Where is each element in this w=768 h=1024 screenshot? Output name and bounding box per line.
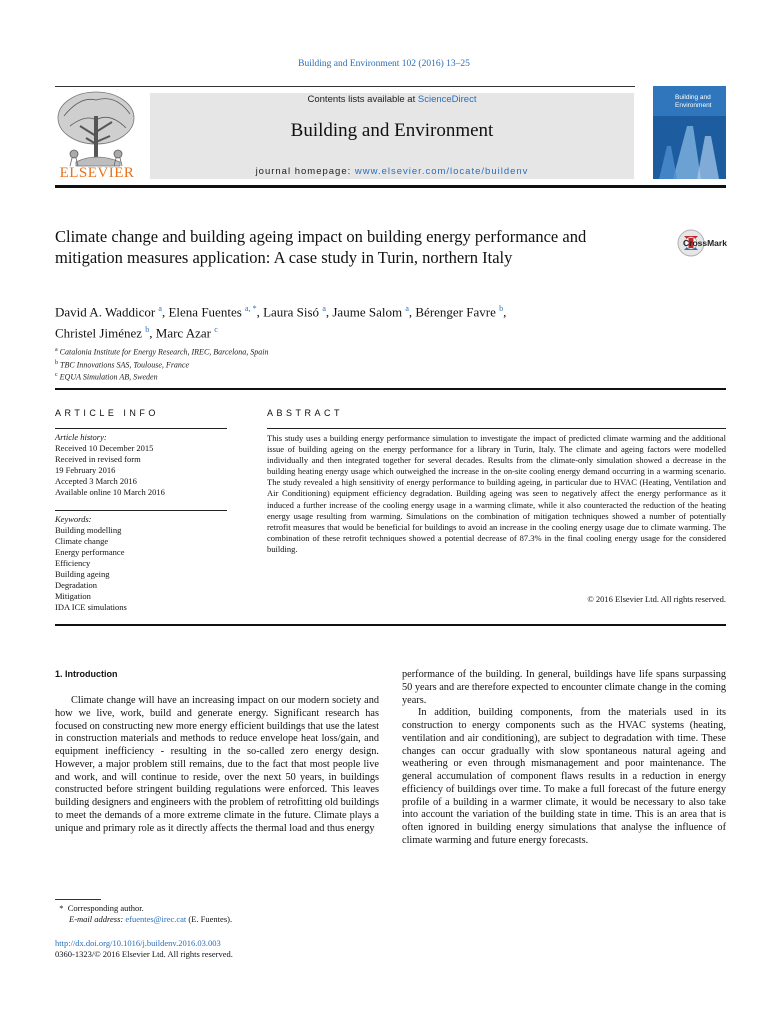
header-bottom-rule xyxy=(55,185,726,188)
journal-cover-image[interactable] xyxy=(653,86,726,179)
section-heading-introduction: 1. Introduction xyxy=(55,669,118,679)
author-separator: , xyxy=(325,304,333,320)
author-name[interactable]: Jaume Salom xyxy=(332,304,403,320)
author-affiliation-mark[interactable]: a xyxy=(158,304,162,313)
journal-homepage-line xyxy=(150,166,634,177)
crossmark-label[interactable]: CrossMark xyxy=(683,238,727,248)
section-rule xyxy=(55,388,726,390)
article-title: Climate change and building ageing impact on building energy performance and mitigation measures application: A case study in Turin, northern Italy xyxy=(55,227,587,267)
contents-prefix: Contents lists available at xyxy=(307,94,418,105)
history-entry: Accepted 3 March 2016 xyxy=(55,476,137,486)
journal-title[interactable]: Building and Environment xyxy=(290,120,494,141)
author-name[interactable]: Marc Azar xyxy=(155,325,211,341)
footnote-mark: * xyxy=(59,903,64,913)
body-paragraph: Climate change will have an increasing impact on our modern society and how we live, work, build and generate energy. Significant research has focused on constructing new more energy efficient buildings that use the latest in construction materials and methods to reduce envelope heat loss/gain, and equipment inefficiency - resulting in the so-called zero energy design. However, a major problem still remains, due to the fact that most people live and work, and will continue to reside, over the next 50 years, in buildings constructed before stringent building regulations were enforced. This leaves building designers and engineers with the problem of retrofitting old buildings to meet the demands of a more extreme climate in the future. Climate plays a unique and primary role as it directly affects the thermal load and thus energy xyxy=(55,695,379,834)
affiliation-mark: c xyxy=(55,372,58,379)
affiliation-item xyxy=(55,345,269,358)
keyword-item[interactable]: Degradation xyxy=(55,580,98,590)
doi-block xyxy=(55,938,233,960)
author-affiliation-mark[interactable]: a, * xyxy=(245,304,257,313)
affiliation-text: Catalonia Institute for Energy Research, IREC, Barcelona, Spain xyxy=(59,347,269,357)
article-history-label: Article history: xyxy=(55,432,107,442)
author-affiliation-mark[interactable]: c xyxy=(214,325,218,335)
keyword-item[interactable]: Building modelling xyxy=(55,525,122,535)
keywords-label: Keywords: xyxy=(55,514,92,524)
footnote xyxy=(55,903,232,925)
homepage-prefix: journal homepage: xyxy=(255,166,355,177)
article-history xyxy=(55,432,230,498)
affiliation-item xyxy=(55,370,269,383)
body-column-right xyxy=(402,669,726,848)
affiliation-item xyxy=(55,358,269,371)
email-link[interactable]: efuentes@irec.cat xyxy=(125,914,187,924)
author-affiliation-mark[interactable]: a xyxy=(322,304,326,313)
article-info-heading: ARTICLE INFO xyxy=(55,408,159,418)
keyword-item[interactable]: Building ageing xyxy=(55,569,110,579)
author-separator: , xyxy=(408,304,416,320)
publisher-name[interactable]: ELSEVIER xyxy=(59,165,135,181)
issn-copyright-line: 0360-1323/© 2016 Elsevier Ltd. All rights reserved. xyxy=(55,949,233,959)
author-list xyxy=(55,300,655,343)
keyword-items xyxy=(55,525,230,613)
history-entry: Received 10 December 2015 xyxy=(55,443,154,453)
author-separator: , xyxy=(161,304,169,320)
front-matter-end-rule xyxy=(55,624,726,626)
doi-link[interactable]: http://dx.doi.org/10.1016/j.buildenv.2016.03.003 xyxy=(55,938,221,948)
keyword-item[interactable]: Energy performance xyxy=(55,547,125,557)
body-column-left xyxy=(55,695,379,835)
sciencedirect-link[interactable]: ScienceDirect xyxy=(417,94,477,105)
author-name[interactable]: David A. Waddicor xyxy=(55,304,156,320)
keyword-item[interactable]: Efficiency xyxy=(55,558,91,568)
article-history-items xyxy=(55,443,230,498)
author-affiliation-mark[interactable]: b xyxy=(499,304,504,313)
body-paragraph: In addition, building components, from the materials used in its construction to energy components such as the HVAC systems (heating, ventilation and air conditioning), are subject to degradation with time. These changes can occur gradually with slow spontaneous natural ageing and weathering or even through mismanagement and poor maintenance. The general accumulation of component flaws results in a reduction in energy efficiency of buildings over time. To make a full forecast of the future energy profile of a building in a warmer climate, it would be necessary to also take into account the variation of the building state in time. This is an area that is often ignored in building energy simulations that analyse the influence of climate warming and future energy forecasts. xyxy=(402,707,726,846)
author-name[interactable]: Christel Jiménez xyxy=(55,325,143,341)
history-entry: Available online 10 March 2016 xyxy=(55,487,165,497)
abstract-text: This study uses a building energy performance simulation to investigate the impact of predicted climate warming and the additional issue of building ageing on the energy performance for a library in Turin, Italy. The climate and ageing factors were modelled individually and then integrated together for several decades. Results from the climate-only simulation showed a decrease in the building heating energy usage which outweighed the increase in the on-site cooling energy demand occurring in a warming scenario. The study revealed a high sensitivity of energy performance to building ageing, in particular due to HVAC (Heating, Ventilation and Air Conditioning) equipment efficiency degradation. Building ageing was seen to negatively affect the energy performance as it induced a further increase of the cooling energy usage in a warming climate, while it also counteracted the reduction of the heating energy usage resulting from warming. Simulations on the combination of mitigation techniques showed a number of potentially retrofit measures that would be beneficial for buildings to avoid an increase in the cooling energy usage due to climate warming. The combination of these retrofit techniques showed a potential decrease of 87.3% in the final cooling energy usage for the considered building. xyxy=(267,433,726,554)
author-separator: , xyxy=(149,325,156,341)
corresponding-author-note: Corresponding author. xyxy=(67,903,144,913)
author-name[interactable]: Bérenger Favre xyxy=(415,304,496,320)
author-name[interactable]: Laura Sisó xyxy=(263,304,320,320)
keyword-item[interactable]: IDA ICE simulations xyxy=(55,602,127,612)
history-entry: 19 February 2016 xyxy=(55,465,116,475)
abstract-heading: ABSTRACT xyxy=(267,408,344,418)
contents-availability-line xyxy=(150,94,634,105)
homepage-link[interactable]: www.elsevier.com/locate/buildenv xyxy=(354,166,529,177)
body-paragraph: performance of the building. In general, buildings have life spans surpassing 50 years and are therefore expected to encounter climate change in the coming years. xyxy=(402,669,726,706)
author-separator: , xyxy=(503,304,507,320)
author-affiliation-mark[interactable]: a xyxy=(405,304,409,313)
affiliation-mark: a xyxy=(55,347,58,353)
keyword-item[interactable]: Climate change xyxy=(55,536,109,546)
header-top-rule xyxy=(55,86,635,87)
email-label: E-mail address: xyxy=(69,914,126,924)
article-info-rule xyxy=(55,428,227,429)
cover-title-line-1: Building and xyxy=(675,94,711,101)
affiliation-text: EQUA Simulation AB, Sweden xyxy=(59,372,158,382)
author-affiliation-mark[interactable]: b xyxy=(145,325,150,335)
affiliation-list xyxy=(55,345,269,383)
cover-title-line-2: Environment xyxy=(675,102,712,109)
abstract-copyright: © 2016 Elsevier Ltd. All rights reserved. xyxy=(587,594,726,604)
author-separator: , xyxy=(256,304,264,320)
affiliation-text: TBC Innovations SAS, Toulouse, France xyxy=(60,360,190,370)
email-suffix: (E. Fuentes). xyxy=(186,914,233,924)
keywords-rule xyxy=(55,510,227,511)
history-entry: Received in revised form xyxy=(55,454,141,464)
abstract-rule xyxy=(267,428,726,429)
keyword-item[interactable]: Mitigation xyxy=(55,591,91,601)
footnote-rule xyxy=(55,899,101,900)
affiliation-mark: b xyxy=(55,359,58,366)
keywords-block xyxy=(55,514,230,613)
journal-citation[interactable]: Building and Environment 102 (2016) 13–25 xyxy=(298,59,470,69)
author-name[interactable]: Elena Fuentes xyxy=(168,304,242,320)
